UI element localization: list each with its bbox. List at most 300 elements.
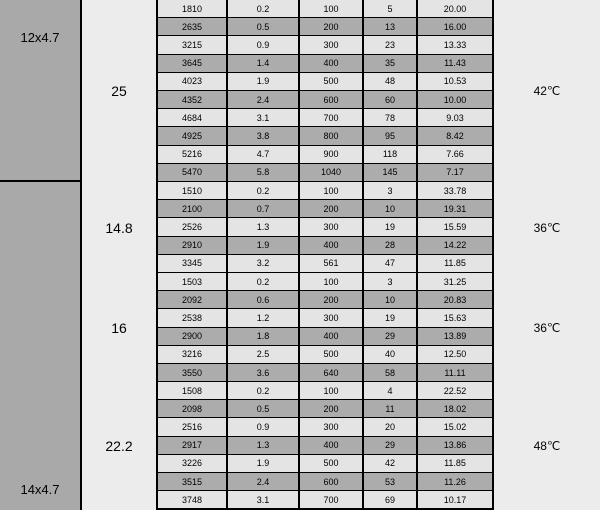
- data-cell: [300, 364, 362, 381]
- data-cell-text: 2098: [181, 403, 203, 414]
- data-cell: [228, 437, 298, 454]
- data-cell-text: 33.78: [443, 185, 467, 196]
- data-cell: [364, 36, 416, 53]
- data-cell: [228, 127, 298, 144]
- data-cell: [364, 455, 416, 472]
- data-cell: [300, 237, 362, 254]
- data-cell: [300, 200, 362, 217]
- data-cell-text: 118: [382, 149, 398, 160]
- data-cell: [418, 182, 492, 199]
- data-cell-text: 300: [323, 312, 339, 323]
- data-cell: [364, 309, 416, 326]
- data-cell-text: 29: [384, 331, 395, 342]
- data-cell: [418, 291, 492, 308]
- data-cell: [364, 346, 416, 363]
- data-cell-text: 1.2: [256, 312, 270, 323]
- data-cell-text: 0.6: [256, 294, 270, 305]
- data-cell-text: 48: [384, 76, 395, 87]
- data-cell: [418, 109, 492, 126]
- data-cell-text: 1508: [181, 385, 203, 396]
- data-cell: [364, 473, 416, 490]
- data-cell-text: 31.25: [443, 276, 467, 287]
- data-cell-text: 13: [384, 21, 395, 32]
- temp-cell-text: 42℃: [533, 84, 561, 98]
- data-cell-text: 300: [323, 421, 339, 432]
- data-cell: [364, 418, 416, 435]
- voltage-cell: [82, 273, 156, 382]
- data-cell: [364, 400, 416, 417]
- data-cell-text: 3.6: [256, 367, 270, 378]
- data-cell: [418, 237, 492, 254]
- data-cell: [228, 382, 298, 399]
- data-cell-text: 22.52: [443, 385, 467, 396]
- temp-cell-text: 48℃: [533, 439, 561, 453]
- data-cell-text: 700: [323, 494, 339, 505]
- data-cell: [418, 437, 492, 454]
- data-cell-text: 3226: [181, 458, 203, 469]
- data-cell-text: 23: [384, 39, 395, 50]
- data-cell: [300, 0, 362, 17]
- data-cell: [228, 218, 298, 235]
- voltage-cell-text: 14.8: [105, 219, 133, 236]
- data-cell: [418, 18, 492, 35]
- data-cell: [418, 36, 492, 53]
- data-cell-text: 200: [323, 203, 339, 214]
- data-cell-text: 40: [384, 349, 395, 360]
- data-cell-text: 53: [384, 476, 395, 487]
- data-cell: [418, 455, 492, 472]
- temp-cell: [494, 182, 600, 273]
- data-cell: [418, 55, 492, 72]
- data-cell-text: 11.85: [444, 458, 466, 469]
- data-cell: [158, 0, 226, 17]
- data-cell-text: 2526: [181, 221, 203, 232]
- data-cell-text: 47: [384, 258, 395, 269]
- data-cell: [158, 328, 226, 345]
- data-cell-text: 2635: [181, 21, 203, 32]
- data-cell-text: 0.5: [256, 21, 270, 32]
- data-cell: [418, 346, 492, 363]
- data-cell: [158, 73, 226, 90]
- temp-cell: [494, 0, 600, 182]
- data-cell-text: 3345: [181, 258, 203, 269]
- data-cell-text: 400: [323, 58, 339, 69]
- data-cell: [364, 0, 416, 17]
- data-cell: [418, 127, 492, 144]
- data-cell: [158, 346, 226, 363]
- data-cell: [300, 491, 362, 508]
- voltage-cell: [82, 382, 156, 510]
- data-cell-text: 13.89: [443, 331, 467, 342]
- data-cell: [300, 36, 362, 53]
- data-cell: [158, 455, 226, 472]
- data-cell: [300, 346, 362, 363]
- data-cell-text: 1.8: [256, 331, 270, 342]
- data-cell-text: 400: [323, 331, 339, 342]
- data-cell: [300, 182, 362, 199]
- data-cell: [418, 400, 492, 417]
- data-cell: [300, 109, 362, 126]
- data-cell: [228, 91, 298, 108]
- motor-label: 12x4.7: [20, 30, 60, 45]
- data-cell-text: 2092: [181, 294, 203, 305]
- data-cell-text: 2.4: [256, 476, 270, 487]
- data-cell: [300, 400, 362, 417]
- data-cell: [364, 364, 416, 381]
- data-cell-text: 4023: [181, 76, 203, 87]
- data-cell: [300, 382, 362, 399]
- data-cell-text: 3216: [181, 349, 203, 360]
- data-cell: [158, 309, 226, 326]
- data-cell: [158, 364, 226, 381]
- data-cell: [418, 473, 492, 490]
- data-cell-text: 28: [384, 240, 395, 251]
- data-cell-text: 561: [323, 258, 339, 269]
- data-cell: [300, 455, 362, 472]
- data-cell-text: 145: [382, 167, 398, 178]
- voltage-cell: [82, 0, 156, 182]
- data-cell-text: 13.33: [443, 39, 467, 50]
- data-cell-text: 18.02: [443, 403, 467, 414]
- data-cell-text: 11.26: [444, 476, 466, 487]
- data-cell: [300, 437, 362, 454]
- data-cell: [158, 200, 226, 217]
- data-cell: [364, 382, 416, 399]
- data-cell-text: 3550: [181, 367, 203, 378]
- data-cell-text: 1810: [181, 3, 203, 14]
- data-cell: [364, 291, 416, 308]
- data-cell-text: 15.63: [443, 312, 467, 323]
- data-cell-text: 400: [323, 440, 339, 451]
- motor-cell: [0, 0, 80, 180]
- data-cell: [228, 491, 298, 508]
- data-cell: [158, 400, 226, 417]
- data-cell: [364, 218, 416, 235]
- data-cell: [364, 55, 416, 72]
- data-cell-text: 0.2: [256, 385, 270, 396]
- data-cell: [228, 36, 298, 53]
- data-cell-text: 0.7: [256, 203, 270, 214]
- data-cell: [158, 382, 226, 399]
- data-cell-text: 11.85: [444, 258, 466, 269]
- data-cell-text: 100: [323, 3, 339, 14]
- data-cell: [300, 255, 362, 272]
- data-cell-text: 10.00: [443, 94, 467, 105]
- data-cell-text: 5216: [181, 149, 203, 160]
- data-cell-text: 19.31: [443, 203, 467, 214]
- data-cell-text: 4: [387, 385, 393, 396]
- data-cell: [228, 418, 298, 435]
- data-cell-text: 0.2: [256, 3, 270, 14]
- data-cell-text: 500: [323, 349, 339, 360]
- data-cell: [364, 182, 416, 199]
- data-cell-text: 2538: [181, 312, 203, 323]
- data-cell: [300, 328, 362, 345]
- data-cell-text: 5: [387, 3, 393, 14]
- data-cell: [364, 91, 416, 108]
- voltage-cell-text: 16: [111, 319, 127, 336]
- data-cell-text: 1.3: [256, 440, 270, 451]
- data-cell: [228, 164, 298, 181]
- data-cell-text: 3515: [181, 476, 203, 487]
- temp-cell: [494, 273, 600, 382]
- data-cell: [418, 255, 492, 272]
- data-cell: [228, 400, 298, 417]
- data-cell: [300, 91, 362, 108]
- motor-cell: [0, 182, 80, 510]
- data-cell: [228, 473, 298, 490]
- data-cell: [158, 218, 226, 235]
- data-cell: [418, 328, 492, 345]
- data-cell: [158, 237, 226, 254]
- data-cell-text: 3.1: [256, 494, 270, 505]
- data-cell: [364, 437, 416, 454]
- data-cell-text: 58: [384, 367, 395, 378]
- data-cell-text: 100: [323, 385, 339, 396]
- data-cell: [364, 164, 416, 181]
- data-cell: [418, 200, 492, 217]
- data-cell-text: 4352: [181, 94, 203, 105]
- data-cell: [418, 146, 492, 163]
- data-cell: [300, 146, 362, 163]
- voltage-cell: [82, 182, 156, 273]
- data-cell: [364, 73, 416, 90]
- data-cell: [158, 291, 226, 308]
- data-cell-text: 200: [323, 403, 339, 414]
- data-cell: [418, 491, 492, 508]
- data-cell: [228, 346, 298, 363]
- data-cell-text: 0.5: [256, 403, 270, 414]
- temp-cell: [494, 382, 600, 510]
- data-cell-text: 2917: [181, 440, 203, 451]
- data-cell: [158, 182, 226, 199]
- data-cell-text: 95: [384, 130, 395, 141]
- data-cell-text: 14.22: [443, 240, 467, 251]
- data-cell: [228, 455, 298, 472]
- data-cell: [364, 491, 416, 508]
- data-cell: [364, 18, 416, 35]
- data-cell: [364, 127, 416, 144]
- data-cell-text: 0.9: [256, 39, 270, 50]
- data-cell-text: 3: [387, 185, 393, 196]
- data-cell-text: 3: [387, 276, 393, 287]
- data-cell-text: 1510: [181, 185, 203, 196]
- data-cell-text: 700: [323, 112, 339, 123]
- data-cell-text: 1.9: [256, 240, 270, 251]
- data-cell-text: 7.17: [446, 167, 464, 178]
- voltage-cell-text: 25: [111, 83, 127, 99]
- data-cell-text: 500: [323, 458, 339, 469]
- data-cell: [228, 237, 298, 254]
- data-cell: [300, 55, 362, 72]
- data-cell-text: 200: [323, 21, 339, 32]
- motor-label: 14x4.7: [20, 482, 60, 497]
- data-cell-text: 300: [323, 39, 339, 50]
- data-cell: [158, 18, 226, 35]
- data-cell-text: 600: [323, 94, 339, 105]
- data-cell-text: 1503: [181, 276, 203, 287]
- data-cell: [300, 418, 362, 435]
- data-cell: [300, 309, 362, 326]
- data-cell: [364, 146, 416, 163]
- data-cell: [158, 91, 226, 108]
- data-cell-text: 78: [384, 112, 395, 123]
- data-cell: [228, 182, 298, 199]
- data-cell: [364, 237, 416, 254]
- data-cell-text: 69: [384, 494, 395, 505]
- data-cell: [418, 73, 492, 90]
- data-cell-text: 1.4: [256, 58, 270, 69]
- data-cell: [158, 273, 226, 290]
- data-cell-text: 20.83: [443, 294, 467, 305]
- temp-cell-text: 36℃: [533, 220, 561, 235]
- data-cell: [300, 218, 362, 235]
- data-cell: [228, 109, 298, 126]
- data-cell-text: 100: [323, 185, 339, 196]
- data-cell: [300, 164, 362, 181]
- data-cell-text: 20.00: [443, 3, 467, 14]
- data-cell: [418, 418, 492, 435]
- data-cell: [300, 273, 362, 290]
- data-cell: [228, 309, 298, 326]
- data-cell-text: 2910: [181, 240, 203, 251]
- data-cell-text: 2900: [181, 331, 203, 342]
- data-cell-text: 3.1: [256, 112, 270, 123]
- data-cell: [158, 491, 226, 508]
- data-cell-text: 10: [384, 294, 395, 305]
- data-cell-text: 11: [385, 403, 395, 414]
- data-cell: [228, 73, 298, 90]
- data-cell-text: 3.2: [256, 258, 270, 269]
- data-cell-text: 10: [384, 203, 395, 214]
- data-cell-text: 3748: [181, 494, 203, 505]
- data-cell: [418, 309, 492, 326]
- data-cell-text: 19: [384, 312, 395, 323]
- data-cell-text: 500: [323, 76, 339, 87]
- data-cell: [228, 273, 298, 290]
- data-cell: [158, 473, 226, 490]
- data-cell-text: 5.8: [256, 167, 270, 178]
- data-cell: [158, 437, 226, 454]
- data-cell-text: 640: [323, 367, 339, 378]
- temp-cell-text: 36℃: [533, 320, 561, 335]
- data-cell: [228, 55, 298, 72]
- data-cell-text: 0.9: [256, 421, 270, 432]
- data-cell-text: 2.5: [256, 349, 270, 360]
- data-cell: [158, 127, 226, 144]
- data-cell-text: 10.17: [443, 494, 467, 505]
- voltage-cell-text: 22.2: [105, 438, 133, 454]
- data-cell-text: 2.4: [256, 94, 270, 105]
- data-cell-text: 3645: [181, 58, 203, 69]
- data-cell-text: 400: [323, 240, 339, 251]
- data-cell-text: 0.2: [256, 185, 270, 196]
- data-cell: [418, 0, 492, 17]
- data-cell: [158, 146, 226, 163]
- data-cell: [364, 109, 416, 126]
- data-cell: [300, 18, 362, 35]
- data-cell: [228, 328, 298, 345]
- data-cell-text: 13.86: [443, 440, 467, 451]
- data-cell: [228, 291, 298, 308]
- data-cell-text: 10.53: [443, 76, 467, 87]
- data-cell-text: 15.02: [443, 421, 467, 432]
- data-cell: [364, 328, 416, 345]
- data-cell-text: 800: [323, 130, 339, 141]
- data-cell-text: 4925: [181, 130, 203, 141]
- data-cell: [418, 218, 492, 235]
- data-cell-text: 35: [384, 58, 395, 69]
- data-cell: [364, 255, 416, 272]
- data-cell-text: 29: [384, 440, 395, 451]
- data-cell-text: 1040: [320, 167, 342, 178]
- data-cell-text: 12.50: [443, 349, 467, 360]
- data-cell-text: 900: [323, 149, 339, 160]
- data-cell-text: 5470: [181, 167, 203, 178]
- data-cell-text: 11.43: [444, 58, 466, 69]
- data-cell-text: 7.66: [446, 149, 464, 160]
- data-cell: [364, 273, 416, 290]
- data-cell-text: 16.00: [443, 21, 467, 32]
- data-cell-text: 4684: [181, 112, 203, 123]
- data-cell-text: 2100: [181, 203, 203, 214]
- data-cell: [228, 255, 298, 272]
- data-cell-text: 1.9: [256, 458, 270, 469]
- data-cell: [300, 73, 362, 90]
- data-cell-text: 4.7: [256, 149, 270, 160]
- data-cell: [418, 382, 492, 399]
- data-cell: [418, 164, 492, 181]
- data-cell-text: 1.3: [256, 221, 270, 232]
- data-cell-text: 19: [384, 221, 395, 232]
- data-cell: [158, 109, 226, 126]
- data-cell-text: 3.8: [256, 130, 270, 141]
- data-cell: [364, 200, 416, 217]
- data-cell: [158, 418, 226, 435]
- data-cell-text: 0.2: [256, 276, 270, 287]
- data-cell-text: 200: [323, 294, 339, 305]
- data-cell-text: 100: [323, 276, 339, 287]
- data-cell-text: 2516: [181, 421, 203, 432]
- data-cell-text: 9.03: [446, 112, 464, 123]
- data-cell: [158, 255, 226, 272]
- data-cell: [300, 473, 362, 490]
- data-cell: [418, 273, 492, 290]
- data-cell: [228, 146, 298, 163]
- data-cell-text: 600: [323, 476, 339, 487]
- data-cell-text: 42: [384, 458, 395, 469]
- data-cell: [228, 364, 298, 381]
- data-cell-text: 8.42: [446, 130, 464, 141]
- data-cell: [158, 55, 226, 72]
- data-cell: [300, 127, 362, 144]
- data-cell-text: 60: [384, 94, 395, 105]
- data-cell: [158, 36, 226, 53]
- data-cell-text: 300: [323, 221, 339, 232]
- data-cell-text: 20: [384, 421, 395, 432]
- data-cell: [300, 291, 362, 308]
- data-cell-text: 1.9: [256, 76, 270, 87]
- data-cell-text: 3215: [181, 39, 203, 50]
- data-cell: [158, 164, 226, 181]
- data-cell: [228, 0, 298, 17]
- data-cell: [418, 364, 492, 381]
- data-cell-text: 11.11: [444, 367, 466, 378]
- data-cell: [228, 200, 298, 217]
- data-cell-text: 15.59: [443, 221, 467, 232]
- data-cell: [228, 18, 298, 35]
- data-cell: [418, 91, 492, 108]
